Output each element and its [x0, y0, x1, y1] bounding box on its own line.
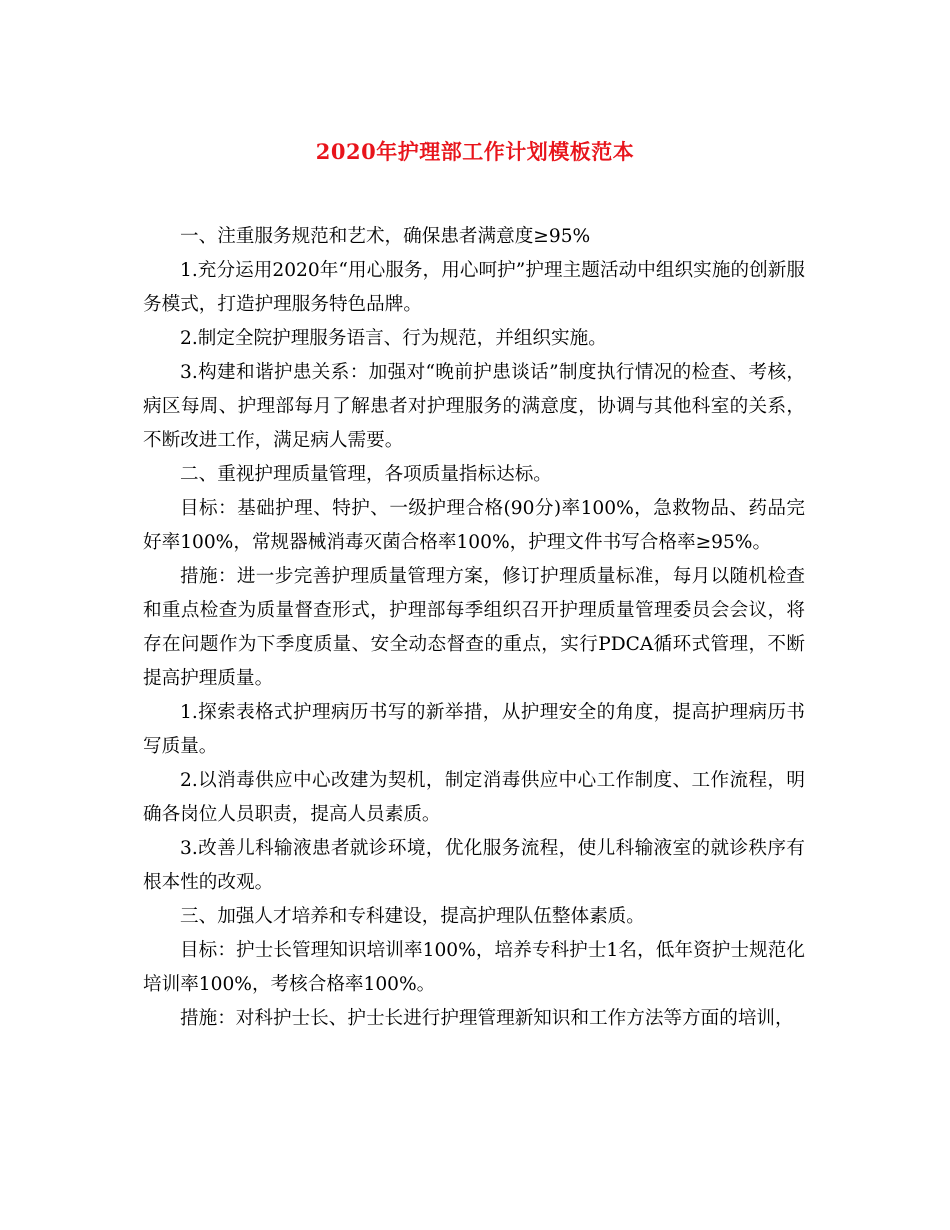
paragraph: 措施：进一步完善护理质量管理方案，修订护理质量标准，每月以随机检查和重点检查为质量督查形式，护理部每季组织召开护理质量管理委员会会议，将存在问题作为下季度质量、安全动态督查的重点，实行PDCA循环式管理，不断提高护理质量。: [143, 566, 805, 689]
document-title: 2020年护理部工作计划模板范本: [315, 139, 635, 164]
paragraph: 1.探索表格式护理病历书写的新举措，从护理安全的角度，提高护理病历书写质量。: [143, 702, 805, 757]
paragraph: 3.改善儿科输液患者就诊环境，优化服务流程，使儿科输液室的就诊秩序有根本性的改观。: [143, 838, 805, 893]
paragraph: 目标：护士长管理知识培训率100%，培养专科护士1名，低年资护士规范化培训率100%，考核合格率100%。: [143, 940, 805, 995]
paragraph: 3.构建和谐护患关系：加强对“晚前护患谈话”制度执行情况的检查、考核，病区每周、护理部每月了解患者对护理服务的满意度，协调与其他科室的关系，不断改进工作，满足病人需要。: [143, 362, 805, 451]
section-heading-2: 二、重视护理质量管理，各项质量指标达标。: [180, 464, 552, 485]
paragraph: 措施：对科护士长、护士长进行护理管理新知识和工作方法等方面的培训，: [180, 1008, 794, 1029]
paragraph: 目标：基础护理、特护、一级护理合格(90分)率100%，急救物品、药品完好率100%，常规器械消毒灭菌合格率100%，护理文件书写合格率≥95%。: [143, 498, 805, 553]
paragraph: 1.充分运用2020年“用心服务，用心呵护”护理主题活动中组织实施的创新服务模式，打造护理服务特色品牌。: [143, 260, 805, 315]
section-heading-3: 三、加强人才培养和专科建设，提高护理队伍整体素质。: [180, 906, 645, 927]
section-heading-1: 一、注重服务规范和艺术，确保患者满意度≥95%: [180, 226, 591, 247]
document-body: [143, 220, 805, 1036]
paragraph: 2.制定全院护理服务语言、行为规范，并组织实施。: [180, 328, 607, 349]
paragraph: 2.以消毒供应中心改建为契机，制定消毒供应中心工作制度、工作流程，明确各岗位人员职责，提高人员素质。: [143, 770, 805, 825]
